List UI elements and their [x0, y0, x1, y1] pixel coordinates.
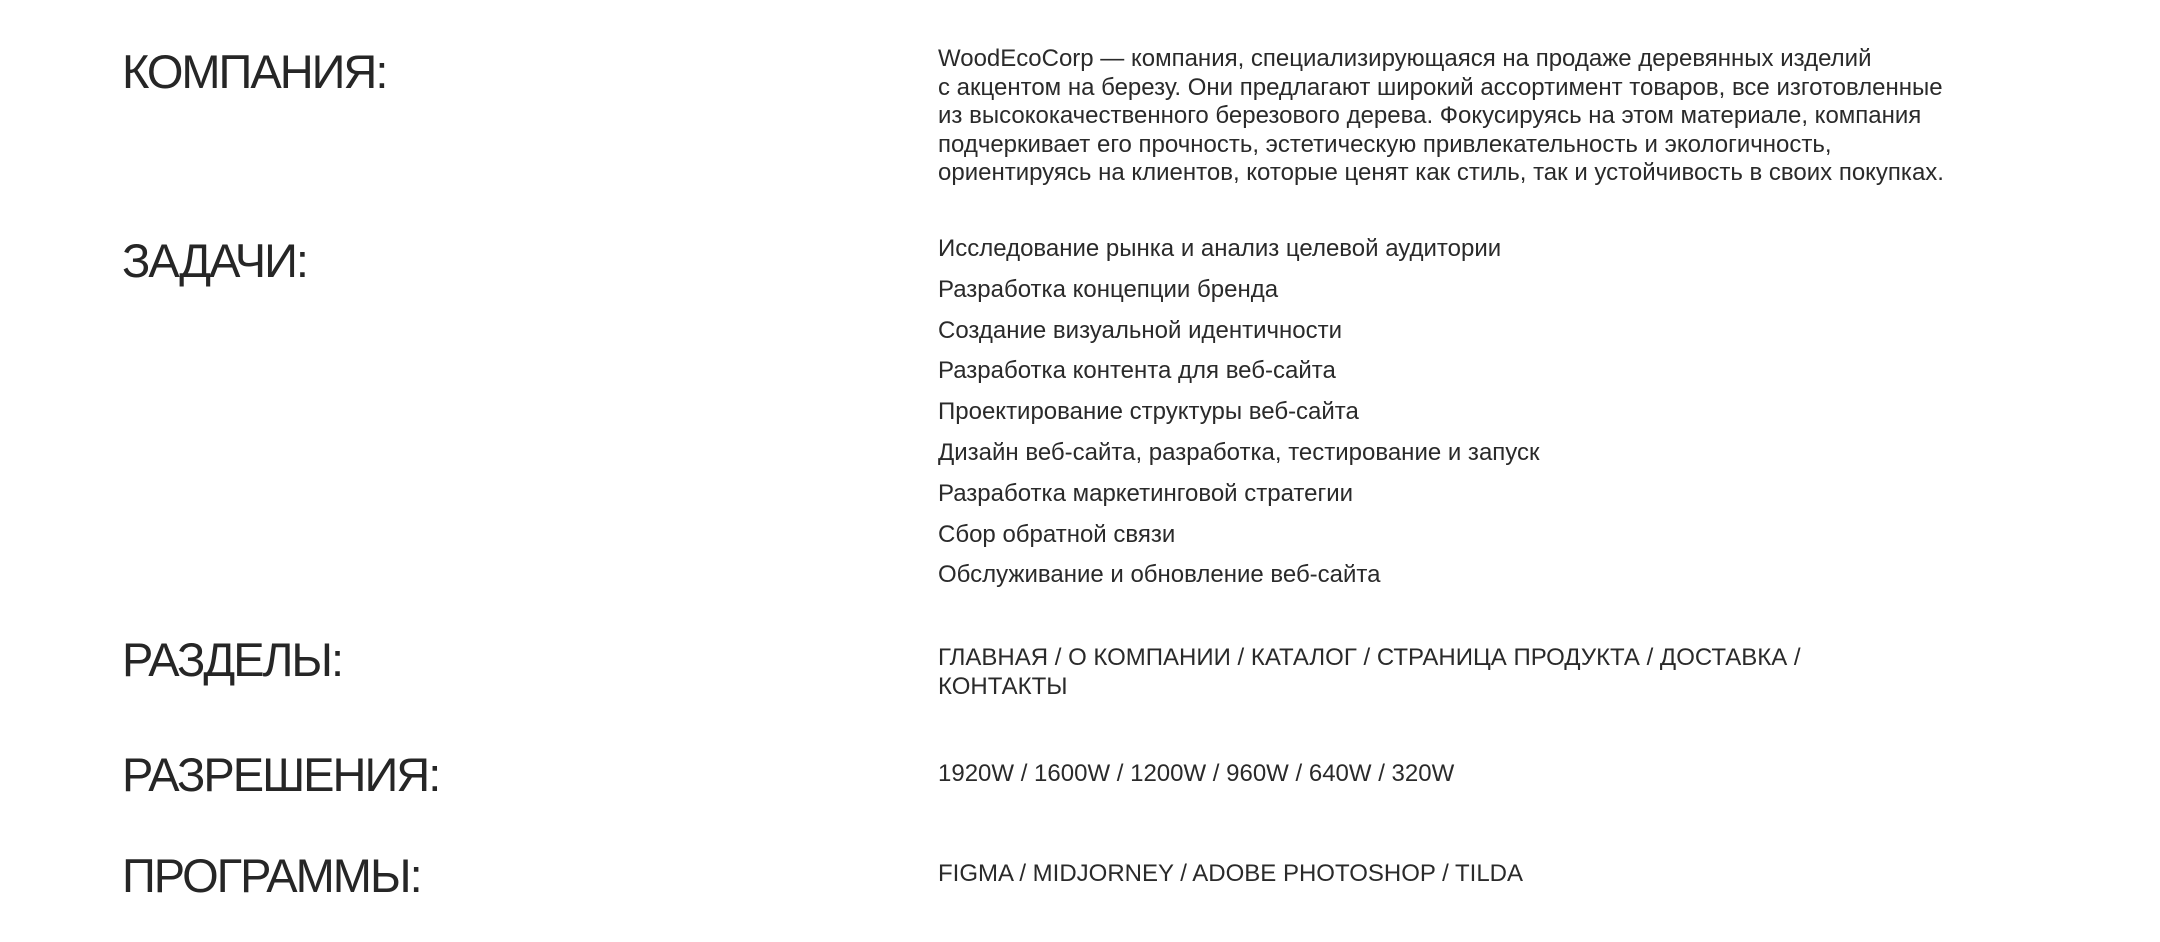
company-description-line: с акцентом на березу. Они предлагают широкий ассортимент товаров, все изготовленные: [938, 73, 1943, 101]
task-item: Дизайн веб-сайта, разработка, тестирование и запуск: [938, 438, 1540, 466]
task-item: Проектирование структуры веб-сайта: [938, 398, 1359, 426]
tasks-heading: ЗАДАЧИ:: [122, 234, 307, 287]
sections-list: [938, 643, 1801, 701]
task-item: Разработка маркетинговой стратегии: [938, 479, 1354, 507]
task-item: Сбор обратной связи: [938, 520, 1176, 548]
company-description-line: подчеркивает его прочность, эстетическую привлекательность и экологичность,: [938, 130, 1832, 158]
resolutions-block: [938, 759, 1454, 788]
task-item: Разработка контента для веб-сайта: [938, 357, 1336, 385]
resolutions-value: 1920W / 1600W / 1200W / 960W / 640W / 320W: [938, 760, 1455, 787]
programs-heading: ПРОГРАММЫ:: [122, 849, 421, 902]
programs-value: FIGMA / MIDJORNEY / ADOBE PHOTOSHOP / TILDA: [938, 860, 1524, 887]
sections-heading: РАЗДЕЛЫ:: [122, 633, 343, 686]
company-description-line: из высококачественного березового дерева. Фокусируясь на этом материале, компания: [938, 102, 1922, 129]
tasks-list-container: [938, 229, 1540, 596]
task-item: Создание визуальной идентичности: [938, 316, 1342, 344]
company-description-line: WoodEcoCorp — компания, специализирующаяся на продаже деревянных изделий: [938, 45, 1872, 72]
sections-line: ГЛАВНАЯ / О КОМПАНИИ / КАТАЛОГ / СТРАНИЦА ПРОДУКТА / ДОСТАВКА /: [938, 644, 1801, 671]
task-item: Обслуживание и обновление веб-сайта: [938, 561, 1381, 589]
programs-block: [938, 859, 1523, 888]
task-item: Разработка концепции бренда: [938, 275, 1279, 303]
task-item: Исследование рынка и анализ целевой аудитории: [938, 235, 1502, 262]
company-description: [938, 45, 2098, 188]
sections-line: КОНТАКТЫ: [938, 673, 1068, 700]
tasks-list: [938, 229, 1540, 596]
company-description-line: ориентируясь на клиентов, которые ценят как стиль, так и устойчивость в своих покупках.: [938, 159, 1944, 186]
resolutions-heading: РАЗРЕШЕНИЯ:: [122, 748, 440, 801]
company-heading: КОМПАНИЯ:: [122, 45, 387, 98]
